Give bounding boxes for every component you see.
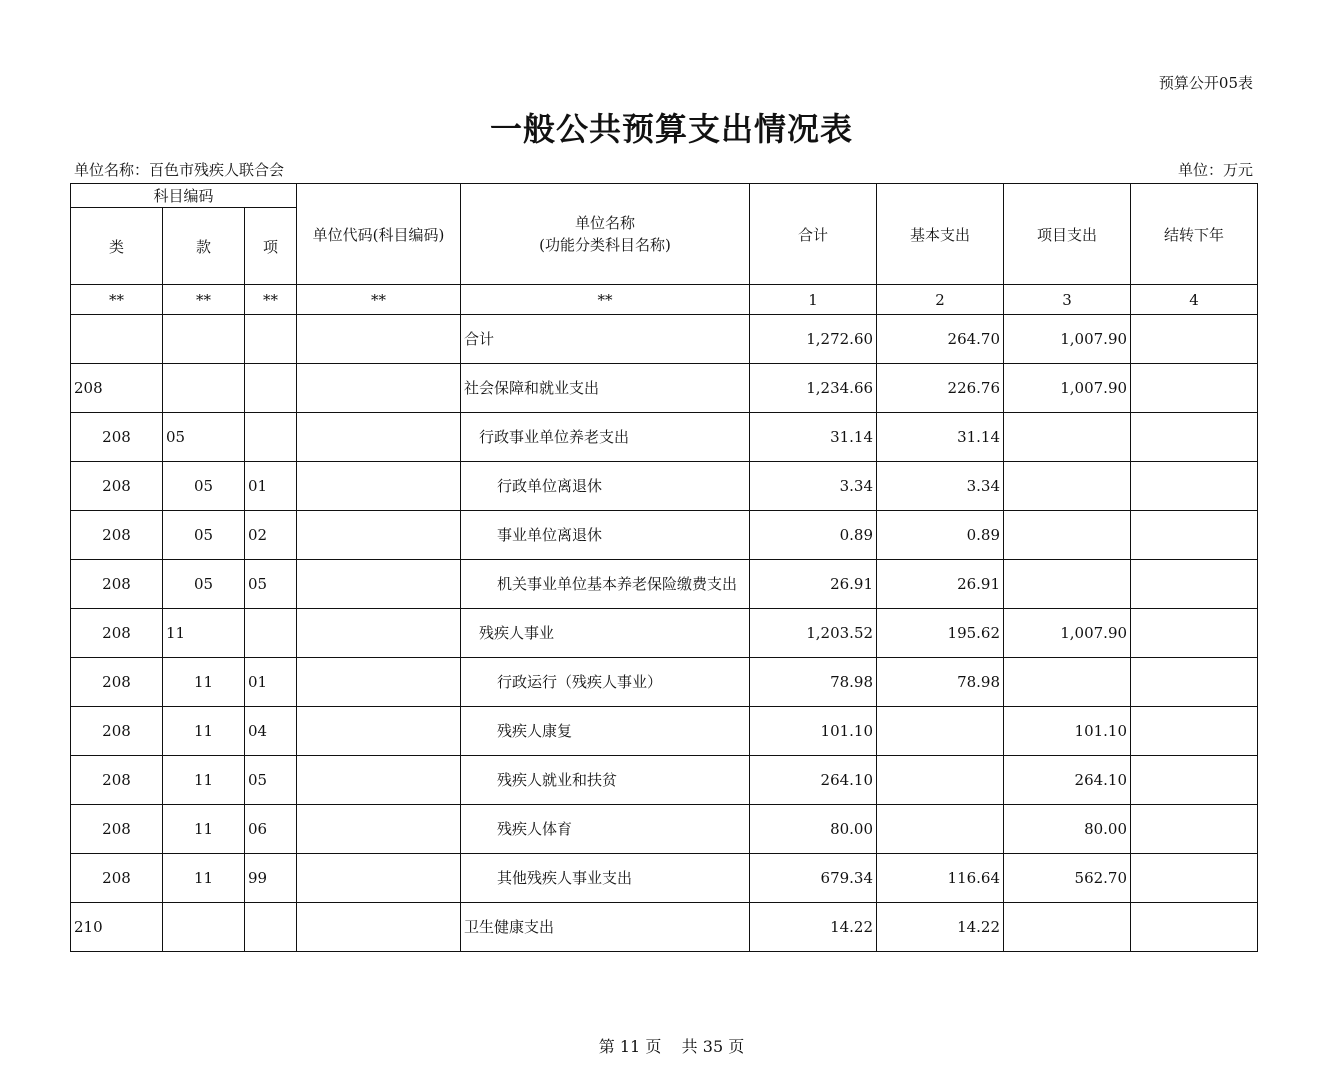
cell-name: 机关事业单位基本养老保险缴费支出: [461, 560, 750, 609]
cell-kuan: 05: [163, 413, 245, 462]
cell-name: 其他残疾人事业支出: [461, 854, 750, 903]
cell-kuan: 11: [163, 707, 245, 756]
cell-unit-code: [297, 756, 461, 805]
cell-project: 1,007.90: [1004, 364, 1131, 413]
cell-total: 264.10: [750, 756, 877, 805]
cell-lei: 208: [71, 658, 163, 707]
table-row: [71, 756, 1258, 805]
cell-project: 101.10: [1004, 707, 1131, 756]
cell-xiang: [245, 609, 297, 658]
cell-unit-code: [297, 854, 461, 903]
cell-basic: 195.62: [877, 609, 1004, 658]
cell-basic: 3.34: [877, 462, 1004, 511]
cell-lei: 208: [71, 413, 163, 462]
form-number: 预算公开05表: [1158, 74, 1253, 92]
cell-project: [1004, 658, 1131, 707]
cell-xiang: [245, 413, 297, 462]
table-row: [71, 805, 1258, 854]
cell-kuan: [163, 903, 245, 952]
footer-page-prefix: 第: [598, 1037, 615, 1056]
cell-kuan: 05: [163, 462, 245, 511]
header-lei: 类: [71, 208, 163, 285]
cell-basic: 26.91: [877, 560, 1004, 609]
cell-total: 14.22: [750, 903, 877, 952]
cell-lei: 208: [71, 560, 163, 609]
index-cell: 4: [1131, 285, 1258, 315]
cell-basic: [877, 805, 1004, 854]
cell-total: 0.89: [750, 511, 877, 560]
cell-unit-code: [297, 805, 461, 854]
cell-basic: 264.70: [877, 315, 1004, 364]
cell-basic: 78.98: [877, 658, 1004, 707]
cell-unit-code: [297, 511, 461, 560]
cell-unit-code: [297, 903, 461, 952]
cell-xiang: [245, 315, 297, 364]
cell-carryover: [1131, 364, 1258, 413]
cell-name: 残疾人体育: [461, 805, 750, 854]
cell-kuan: 11: [163, 658, 245, 707]
page-title: 一般公共预算支出情况表: [489, 110, 853, 148]
table-row: [71, 413, 1258, 462]
index-cell: **: [297, 285, 461, 315]
cell-kuan: 05: [163, 560, 245, 609]
header-unit-title-line2: (功能分类科目名称): [539, 236, 671, 254]
currency-unit-label: 单位：万元: [1177, 161, 1253, 179]
cell-carryover: [1131, 658, 1258, 707]
cell-total: 1,234.66: [750, 364, 877, 413]
cell-basic: [877, 756, 1004, 805]
cell-project: [1004, 511, 1131, 560]
unit-name-label: 单位名称：百色市残疾人联合会: [74, 161, 285, 179]
cell-name: 残疾人康复: [461, 707, 750, 756]
cell-total: 3.34: [750, 462, 877, 511]
cell-unit-code: [297, 315, 461, 364]
cell-name: 行政单位离退休: [461, 462, 750, 511]
index-cell: 2: [877, 285, 1004, 315]
budget-table: [70, 183, 1258, 952]
header-unit-title-line1: 单位名称: [575, 214, 636, 232]
cell-carryover: [1131, 413, 1258, 462]
cell-basic: 116.64: [877, 854, 1004, 903]
cell-xiang: 99: [245, 854, 297, 903]
cell-project: 562.70: [1004, 854, 1131, 903]
cell-lei: 208: [71, 756, 163, 805]
cell-lei: [71, 315, 163, 364]
cell-unit-code: [297, 560, 461, 609]
cell-xiang: 01: [245, 658, 297, 707]
footer-total-pages: 35: [702, 1037, 724, 1056]
cell-total: 679.34: [750, 854, 877, 903]
header-unit-code: 单位代码(科目编码): [297, 184, 461, 285]
header-total: 合计: [750, 184, 877, 285]
cell-unit-code: [297, 462, 461, 511]
cell-name: 卫生健康支出: [461, 903, 750, 952]
index-cell: **: [245, 285, 297, 315]
cell-xiang: 04: [245, 707, 297, 756]
cell-kuan: [163, 364, 245, 413]
page-footer: [0, 1034, 1343, 1057]
table-row: [71, 511, 1258, 560]
cell-carryover: [1131, 903, 1258, 952]
cell-unit-code: [297, 707, 461, 756]
header-xiang: 项: [245, 208, 297, 285]
table-row: [71, 854, 1258, 903]
header-unit-title: [461, 184, 750, 285]
cell-carryover: [1131, 315, 1258, 364]
table-row: [71, 315, 1258, 364]
cell-name: 行政事业单位养老支出: [461, 413, 750, 462]
cell-carryover: [1131, 462, 1258, 511]
cell-total: 1,203.52: [750, 609, 877, 658]
footer-total-suffix: 页: [728, 1037, 745, 1056]
cell-xiang: 02: [245, 511, 297, 560]
cell-project: [1004, 560, 1131, 609]
cell-carryover: [1131, 707, 1258, 756]
cell-lei: 208: [71, 854, 163, 903]
cell-xiang: 01: [245, 462, 297, 511]
cell-project: [1004, 413, 1131, 462]
cell-xiang: 05: [245, 560, 297, 609]
cell-total: 101.10: [750, 707, 877, 756]
index-cell: 3: [1004, 285, 1131, 315]
cell-lei: 208: [71, 609, 163, 658]
cell-unit-code: [297, 609, 461, 658]
header-basic: 基本支出: [877, 184, 1004, 285]
cell-basic: 31.14: [877, 413, 1004, 462]
cell-project: [1004, 462, 1131, 511]
cell-unit-code: [297, 413, 461, 462]
cell-total: 80.00: [750, 805, 877, 854]
cell-unit-code: [297, 364, 461, 413]
header-carryover: 结转下年: [1131, 184, 1258, 285]
cell-xiang: [245, 903, 297, 952]
cell-name: 社会保障和就业支出: [461, 364, 750, 413]
cell-xiang: [245, 364, 297, 413]
cell-total: 78.98: [750, 658, 877, 707]
footer-total-prefix: 共: [681, 1037, 698, 1056]
table-row: [71, 560, 1258, 609]
header-project: 项目支出: [1004, 184, 1131, 285]
table-row: [71, 707, 1258, 756]
cell-kuan: 11: [163, 805, 245, 854]
cell-project: 264.10: [1004, 756, 1131, 805]
cell-basic: [877, 707, 1004, 756]
footer-page-number: 11: [619, 1037, 641, 1056]
cell-carryover: [1131, 756, 1258, 805]
cell-kuan: 11: [163, 854, 245, 903]
footer-page-suffix: 页: [645, 1037, 662, 1056]
cell-project: 1,007.90: [1004, 315, 1131, 364]
cell-carryover: [1131, 854, 1258, 903]
header-kuan: 款: [163, 208, 245, 285]
cell-basic: 0.89: [877, 511, 1004, 560]
cell-carryover: [1131, 560, 1258, 609]
header-subject-code: 科目编码: [71, 184, 297, 208]
table-row: [71, 364, 1258, 413]
index-cell: 1: [750, 285, 877, 315]
cell-total: 1,272.60: [750, 315, 877, 364]
cell-lei: 210: [71, 903, 163, 952]
index-cell: **: [71, 285, 163, 315]
cell-project: [1004, 903, 1131, 952]
cell-name: 残疾人事业: [461, 609, 750, 658]
cell-carryover: [1131, 805, 1258, 854]
cell-total: 31.14: [750, 413, 877, 462]
cell-xiang: 06: [245, 805, 297, 854]
cell-lei: 208: [71, 462, 163, 511]
table-row: [71, 658, 1258, 707]
cell-kuan: 11: [163, 609, 245, 658]
table-row: [71, 462, 1258, 511]
cell-name: 行政运行（残疾人事业）: [461, 658, 750, 707]
cell-kuan: 11: [163, 756, 245, 805]
cell-total: 26.91: [750, 560, 877, 609]
cell-lei: 208: [71, 707, 163, 756]
cell-unit-code: [297, 658, 461, 707]
index-cell: **: [461, 285, 750, 315]
cell-kuan: 05: [163, 511, 245, 560]
cell-kuan: [163, 315, 245, 364]
cell-name: 事业单位离退休: [461, 511, 750, 560]
cell-name: 残疾人就业和扶贫: [461, 756, 750, 805]
index-cell: **: [163, 285, 245, 315]
cell-basic: 226.76: [877, 364, 1004, 413]
table-row: [71, 609, 1258, 658]
cell-basic: 14.22: [877, 903, 1004, 952]
cell-name: 合计: [461, 315, 750, 364]
cell-lei: 208: [71, 364, 163, 413]
cell-project: 1,007.90: [1004, 609, 1131, 658]
table-body: [71, 315, 1258, 952]
table-row: [71, 903, 1258, 952]
cell-lei: 208: [71, 511, 163, 560]
cell-project: 80.00: [1004, 805, 1131, 854]
cell-carryover: [1131, 511, 1258, 560]
cell-carryover: [1131, 609, 1258, 658]
cell-xiang: 05: [245, 756, 297, 805]
cell-lei: 208: [71, 805, 163, 854]
